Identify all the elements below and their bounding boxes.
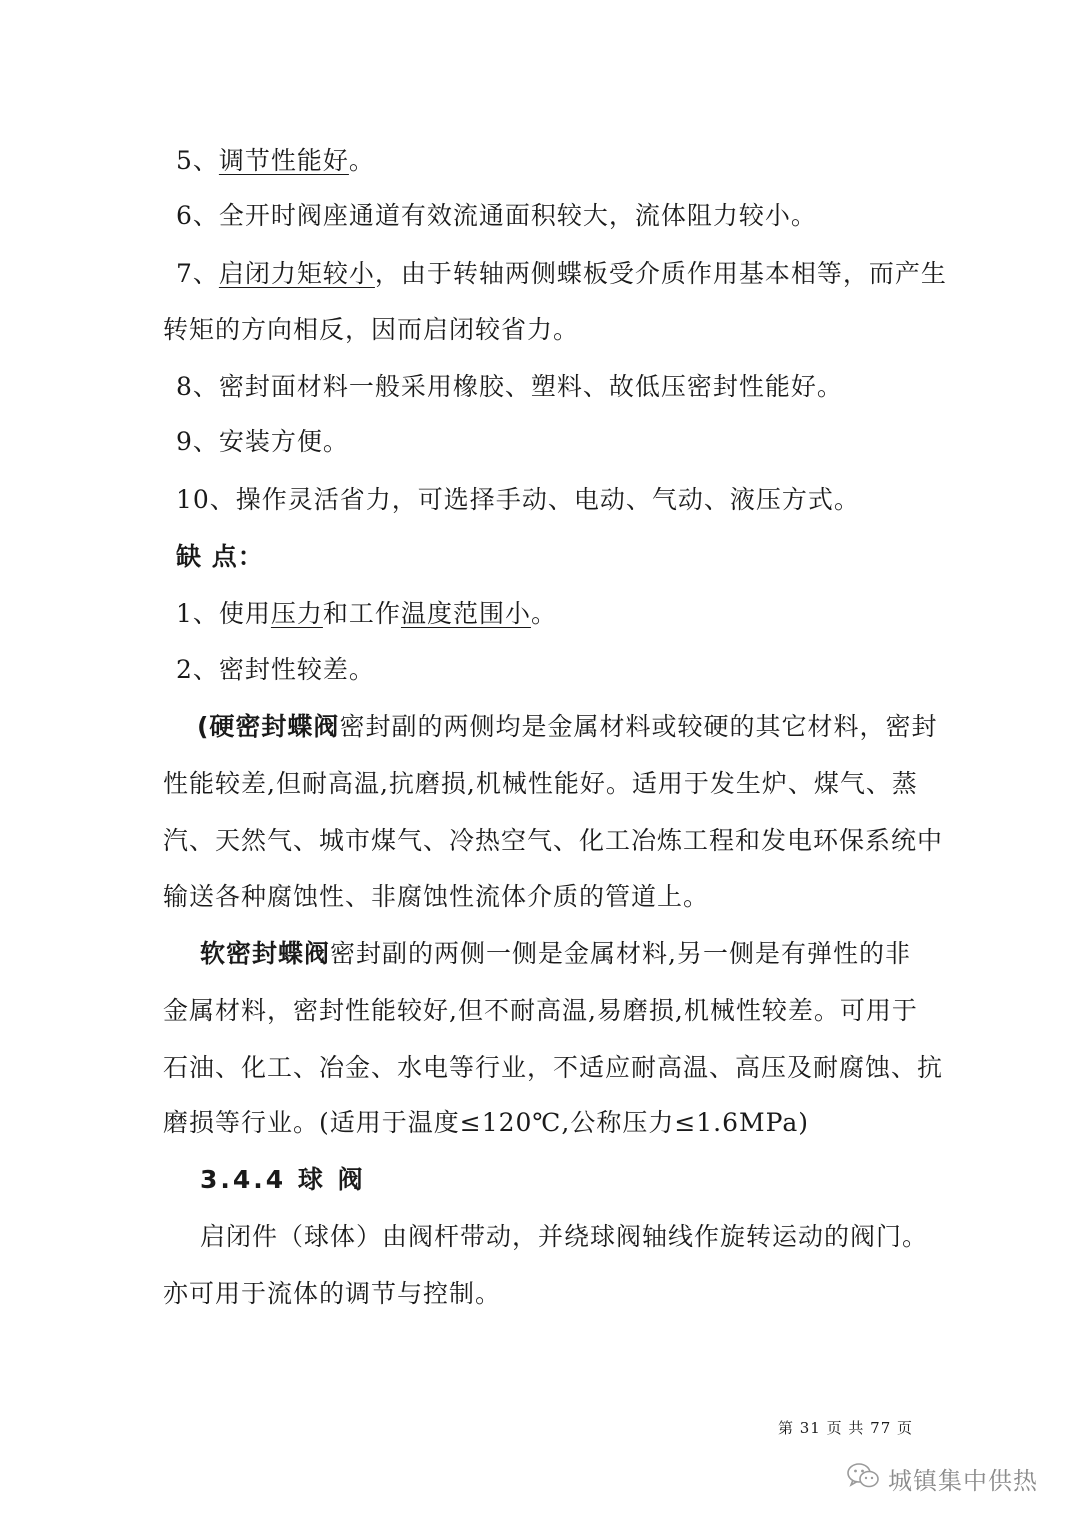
soft-seal-paragraph-line-2: 金属材料，密封性能较好,但不耐高温,易磨损,机械性较差。可用于 xyxy=(163,996,918,1025)
wechat-icon xyxy=(846,1462,880,1494)
soft-seal-paragraph-line-3: 石油、化工、冶金、水电等行业，不适应耐高温、高压及耐腐蚀、抗 xyxy=(163,1053,944,1082)
disadvantages-title: 缺 点： xyxy=(176,542,264,571)
underlined-text: 温度范围小 xyxy=(400,599,531,628)
underlined-text: 调节性能好 xyxy=(218,146,349,175)
soft-seal-label: 软密封蝶阀 xyxy=(200,939,331,968)
advantage-item-10: 10、操作灵活省力，可选择手动、电动、气动、液压方式。 xyxy=(176,485,860,514)
hard-seal-label: (硬密封蝶阀 xyxy=(197,712,340,741)
advantage-item-7: 7、启闭力矩较小，由于转轴两侧蝶板受介质作用基本相等，而产生 xyxy=(176,259,947,288)
underlined-text: 压力 xyxy=(270,599,323,628)
advantage-item-8: 8、密封面材料一般采用橡胶、塑料、故低压密封性能好。 xyxy=(176,372,843,401)
underlined-text: 启闭力矩较小 xyxy=(218,259,375,288)
advantage-item-9: 9、安装方便。 xyxy=(176,427,349,456)
hard-seal-paragraph-line-4: 输送各种腐蚀性、非腐蚀性流体介质的管道上。 xyxy=(163,882,710,911)
advantage-item-6: 6、全开时阀座通道有效流通面积较大，流体阻力较小。 xyxy=(176,201,817,230)
page-number: 第 31 页 共 77 页 xyxy=(778,1419,914,1437)
hard-seal-paragraph-line-2: 性能较差,但耐高温,抗磨损,机械性能好。适用于发生炉、煤气、蒸 xyxy=(163,769,918,798)
disadvantage-item-1: 1、使用压力和工作温度范围小。 xyxy=(176,599,557,628)
soft-seal-paragraph-line-1: 软密封蝶阀密封副的两侧一侧是金属材料,另一侧是有弹性的非 xyxy=(200,939,911,968)
advantage-item-7-continued: 转矩的方向相反，因而启闭较省力。 xyxy=(163,315,580,344)
ball-valve-paragraph-line-1: 启闭件（球体）由阀杆带动，并绕球阀轴线作旋转运动的阀门。 xyxy=(200,1222,929,1251)
section-heading: 3.4.4 球 阀 xyxy=(200,1165,366,1194)
hard-seal-paragraph-line-3: 汽、天然气、城市煤气、冷热空气、化工冶炼工程和发电环保系统中 xyxy=(163,826,944,855)
watermark xyxy=(846,1458,1038,1498)
hard-seal-paragraph-line-1: (硬密封蝶阀密封副的两侧均是金属材料或较硬的其它材料，密封 xyxy=(197,712,938,741)
advantage-item-5: 5、调节性能好。 xyxy=(176,146,375,175)
ball-valve-paragraph-line-2: 亦可用于流体的调节与控制。 xyxy=(163,1279,502,1308)
watermark-text: 城镇集中供热 xyxy=(888,1466,1038,1495)
disadvantage-item-2: 2、密封性较差。 xyxy=(176,655,375,684)
soft-seal-paragraph-line-4: 磨损等行业。(适用于温度≤120℃,公称压力≤1.6MPa) xyxy=(163,1108,809,1137)
